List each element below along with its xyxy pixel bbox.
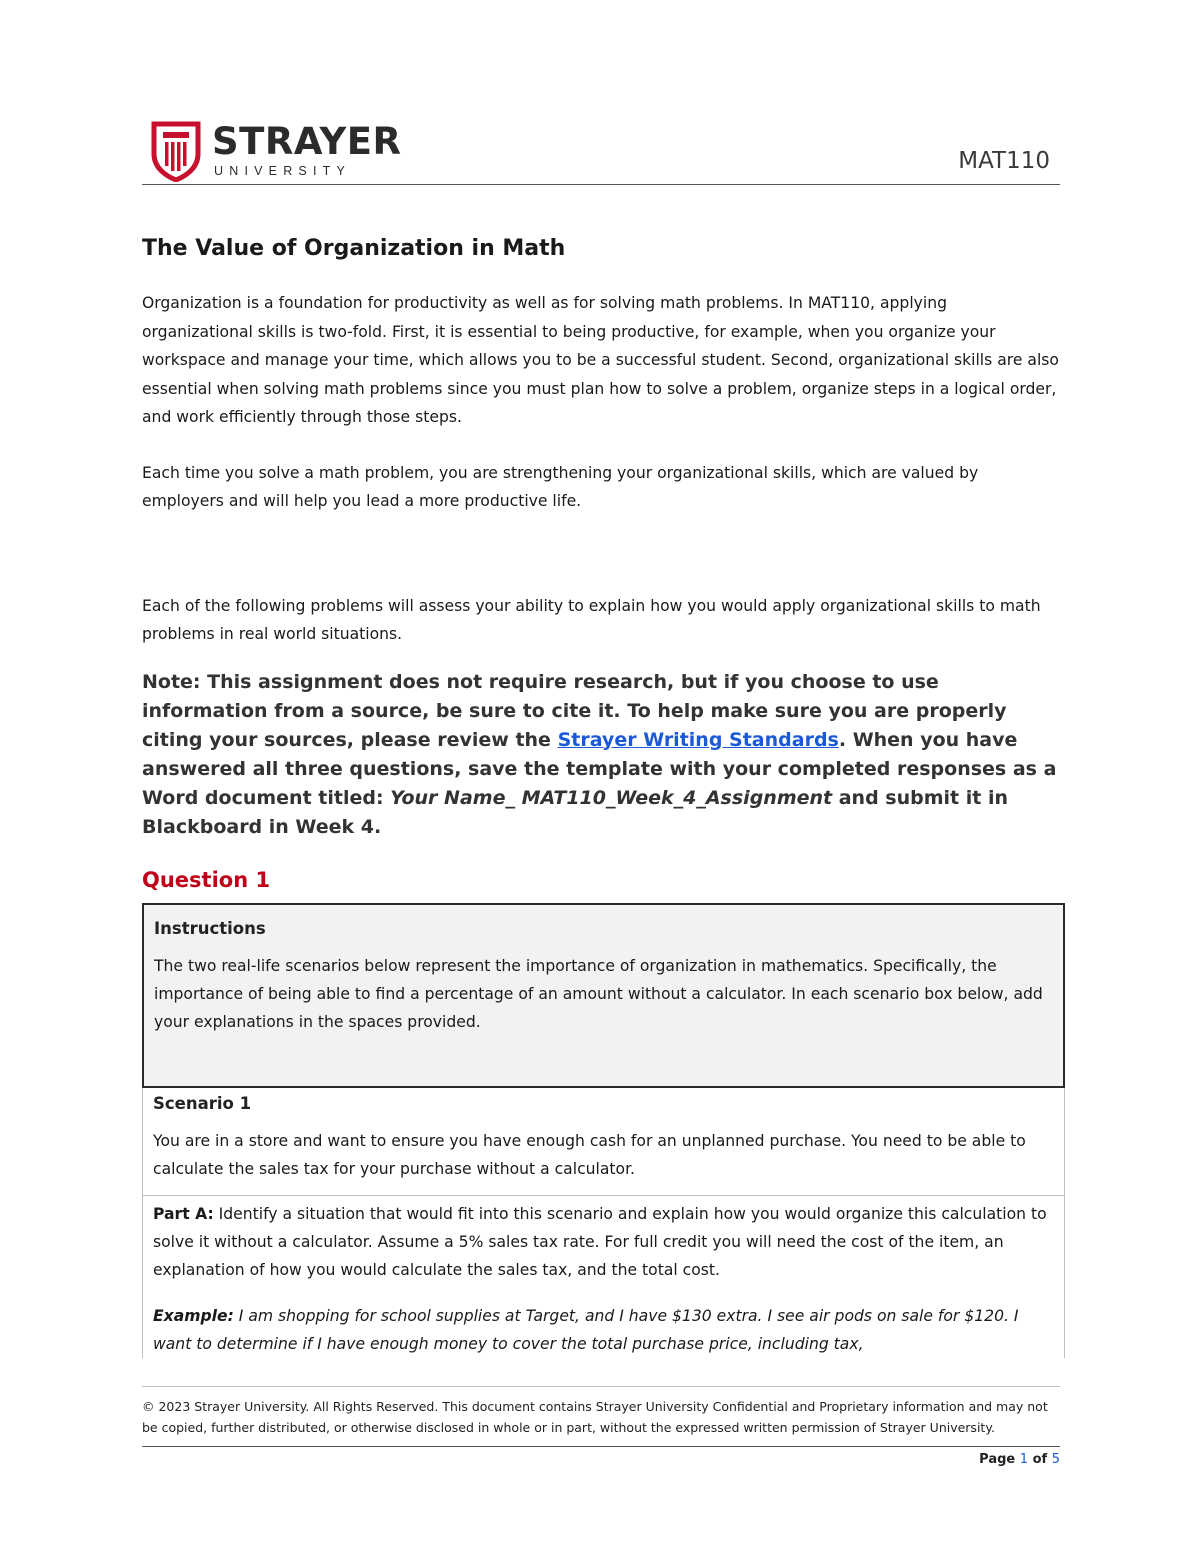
part-a-body: Identify a situation that would fit into this scenario and explain how you would organize this calculation to solve it without a calculator. Assume a 5% sales tax rate. For full credit you will need the cost of the item, an explanation of how you would calculate the sales tax, and the total cost. (153, 1205, 1047, 1279)
example-label: Example: (153, 1307, 234, 1325)
page-current: 1 (1019, 1452, 1029, 1467)
footer-separator (142, 1386, 1060, 1387)
note-text-3: and submit it in Blackboard in Week 4. (142, 786, 1008, 838)
file-name-text: Your Name_ MAT110_Week_4_Assignment (390, 786, 833, 809)
course-code: MAT110 (958, 148, 1050, 174)
shield-logo-icon (150, 120, 202, 182)
part-a-text (153, 1200, 1054, 1284)
page-of: of (1032, 1452, 1048, 1467)
assignment-note (142, 668, 1060, 842)
scenario-text: You are in a store and want to ensure you have enough cash for an unplanned purchase. You need to be able to calculate the sales tax for your purchase without a calculator. (153, 1132, 1026, 1178)
page-header (142, 112, 1060, 185)
page-label: Page (979, 1452, 1016, 1467)
instructions-cell (142, 903, 1065, 1088)
question-table (142, 903, 1065, 1358)
note-text-2: . When you have answered all three questions, save the template with your completed responses as a Word document titled: (142, 728, 1057, 809)
note-text-1: Note: This assignment does not require research, but if you choose to use information from a source, be sure to cite it. To help make sure you are properly citing your sources, please review the (142, 670, 1007, 751)
writing-standards-link[interactable]: Strayer Writing Standards (557, 728, 839, 751)
instructions-heading: Instructions (154, 919, 266, 938)
copyright-notice: © 2023 Strayer University. All Rights Reserved. This document contains Strayer University Confidential and Proprietary information and may not be copied, further distributed, or otherwise disclosed in whole or in part, without the expressed written permission of Strayer University. (142, 1399, 1048, 1435)
instructions-text: The two real-life scenarios below represent the importance of organization in mathematics. Specifically, the importance of being able to find a percentage of an amount without a calculator. In each scenario box below, add your explanations in the spaces provided. (154, 957, 1043, 1031)
part-a-label: Part A: (153, 1205, 214, 1223)
problems-paragraph: Each of the following problems will assess your ability to explain how you would apply organizational skills to math problems in real world situations. (142, 596, 1041, 643)
scenario-cell (142, 1088, 1065, 1196)
document-title: The Value of Organization in Math (142, 236, 566, 261)
intro-paragraph: Organization is a foundation for productivity as well as for solving math problems. In MAT110, applying organizational skills is two-fold. First, it is essential to being productive, for example, when you organize your workspace and manage your time, which allows you to be a successful student. Second, organizational skills are also essential when solving math problems since you must plan how to solve a problem, organize steps in a logical order, and work efficiently through those steps. (142, 294, 1059, 426)
document-body (142, 236, 1060, 892)
skills-paragraph: Each time you solve a math problem, you are strengthening your organizational skills, which are valued by employers and will help you lead a more productive life. (142, 463, 979, 510)
scenario-heading: Scenario 1 (153, 1094, 252, 1113)
logo-subtitle: UNIVERSITY (214, 164, 352, 178)
part-a-cell[interactable] (142, 1196, 1065, 1358)
example-text (153, 1302, 1054, 1358)
strayer-logo (150, 120, 420, 186)
footer-rule (142, 1446, 1060, 1447)
logo-wordmark: STRAYER (212, 120, 402, 163)
example-body: I am shopping for school supplies at Target, and I have $130 extra. I see air pods on sale for $120. I want to determine if I have enough money to cover the total purchase price, including tax, (153, 1307, 1019, 1353)
page-total: 5 (1051, 1452, 1060, 1467)
question-heading: Question 1 (142, 867, 271, 892)
page-number (979, 1452, 1060, 1467)
